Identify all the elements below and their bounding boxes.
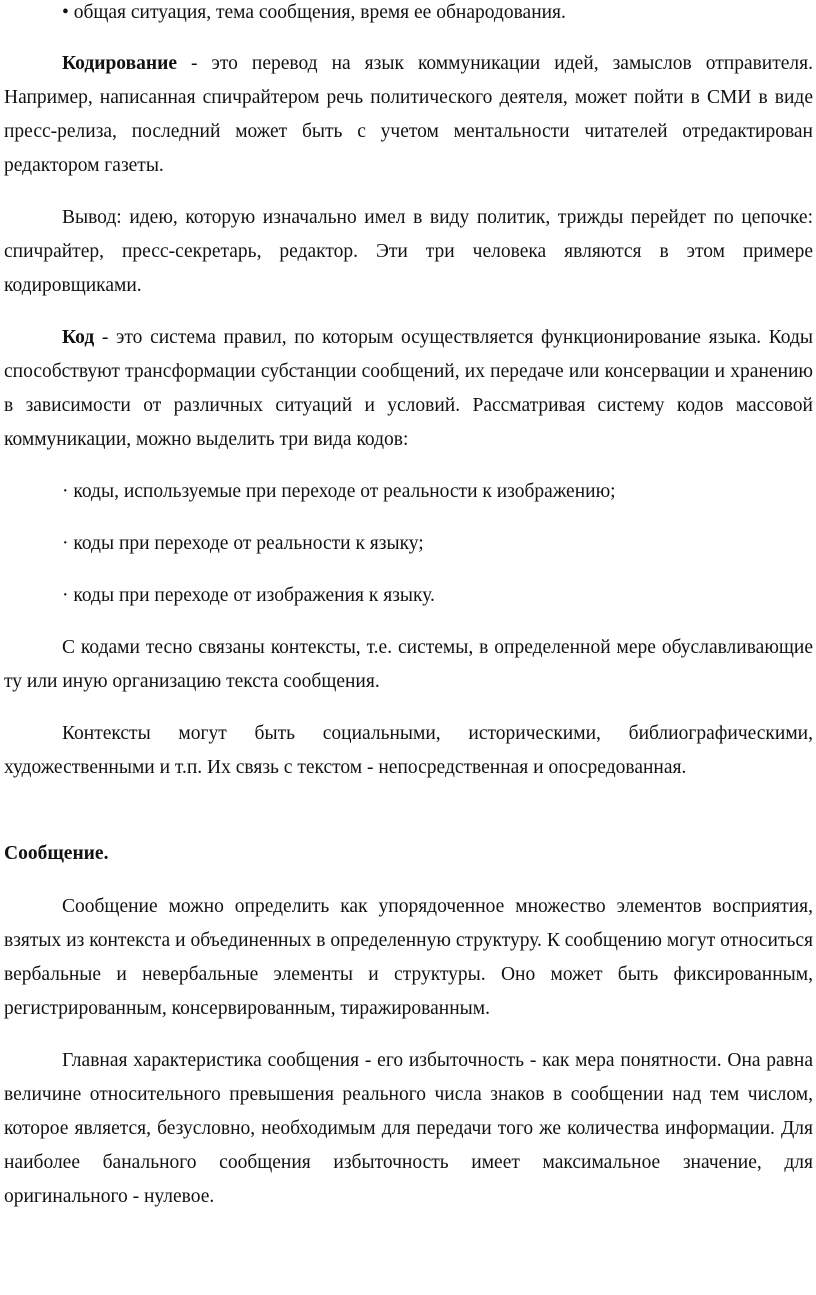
section-heading: Сообщение. [4, 843, 109, 864]
paragraph-contexts-intro: С кодами тесно связаны контексты, т.е. системы, в определенной мере обуславливающие ту или иную организацию текста сообщения. [4, 637, 813, 692]
paragraph-message-redundancy: Главная характеристика сообщения - его избыточность - как мера понятности. Она равна величине относительного превышения реального числа знаков в сообщении над тем числом, которое является, безусловно, необходимым для передачи того же количества информации. Для наиболее банального сообщения избыточность имеет максимальное значение, для оригинального - нулевое. [4, 1050, 813, 1207]
paragraph-message-definition: Сообщение можно определить как упорядоченное множество элементов восприятия, взятых из контекста и объединенных в определенную структуру. К сообщению могут относиться вербальные и невербальные элементы и структуры. Оно может быть фиксированным, регистрированным, консервированным, тиражированным. [4, 896, 813, 1019]
list-item: · коды, используемые при переходе от реальности к изображению; [62, 481, 616, 502]
term-coding: Кодирование [62, 53, 177, 74]
list-item: · коды при переходе от изображения к языку. [62, 585, 435, 606]
bullet-line: • общая ситуация, тема сообщения, время ее обнародования. [62, 2, 566, 23]
paragraph-conclusion: Вывод: идею, которую изначально имел в виду политик, трижды перейдет по цепочке: спичрайтер, пресс-секретарь, редактор. Эти три человека являются в этом примере кодировщиками. [4, 207, 813, 296]
paragraph-code [4, 321, 813, 457]
code-text: - это система правил, по которым осуществляется функционирование языка. Коды способствуют трансформации субстанции сообщений, их передаче или консервации и хранению в зависимости от различных ситуаций и условий. Рассматривая систему кодов массовой коммуникации, можно выделить три вида кодов: [4, 327, 813, 450]
paragraph-coding [4, 47, 813, 183]
term-code: Код [62, 327, 95, 348]
list-item: · коды при переходе от реальности к языку; [62, 533, 424, 554]
paragraph-contexts-types: Контексты могут быть социальными, историческими, библиографическими, художественными и т.п. Их связь с текстом - непосредственная и опосредованная. [4, 723, 813, 778]
coding-text: - это перевод на язык коммуникации идей, замыслов отправителя. Например, написанная спичрайтером речь политического деятеля, может пойти в СМИ в виде пресс-релиза, последний может быть с учетом ментальности читателей отредактирован редактором газеты. [4, 53, 813, 176]
